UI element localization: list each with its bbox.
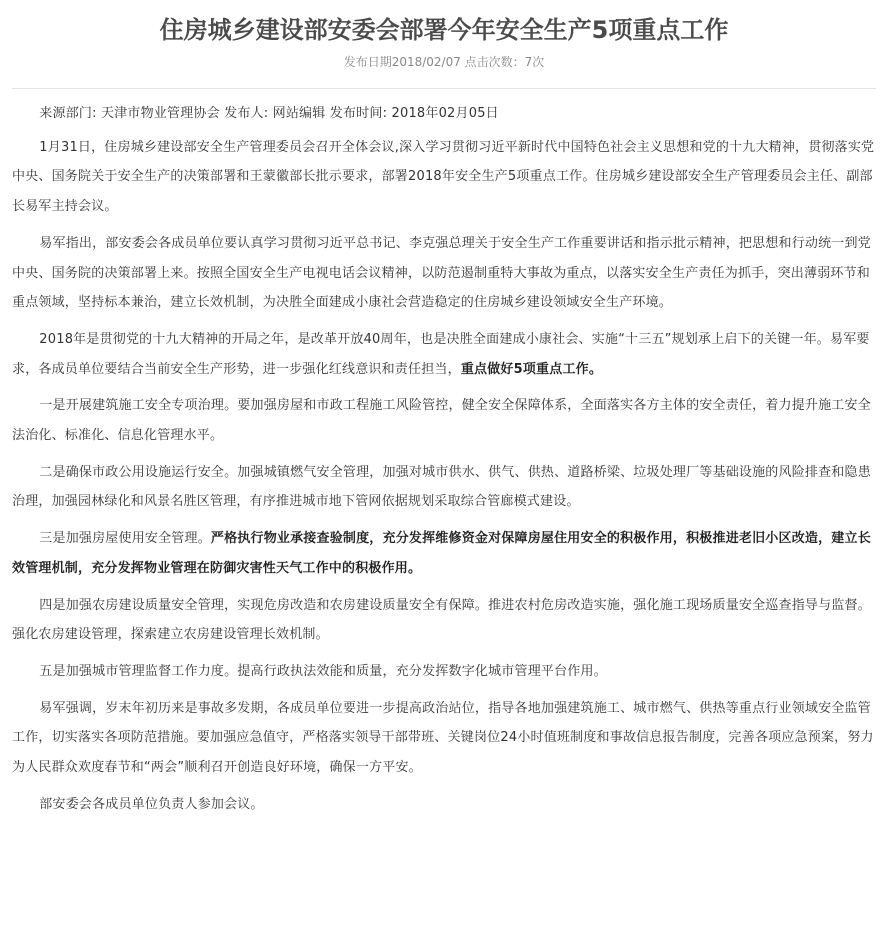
article-title: 住房城乡建设部安委会部署今年安全生产5项重点工作 xyxy=(159,16,729,44)
paragraph: 二是确保市政公用设施运行安全。加强城镇燃气安全管理，加强对城市供水、供气、供热、道路桥梁、垃圾处理厂等基础设施的风险排查和隐患治理，加强园林绿化和风景名胜区管理，有序推进城市地下管网依据规划采取综合管廊模式建设。 xyxy=(12,464,871,510)
paragraph: 1月31日，住房城乡建设部安全生产管理委员会召开全体会议,深入学习贯彻习近平新时代中国特色社会主义思想和党的十九大精神，贯彻落实党中央、国务院关于安全生产的决策部署和王蒙徽部长批示要求，部署2018年安全生产5项重点工作。住房城乡建设部安全生产管理委员会主任、副部长易军主持会议。 xyxy=(12,139,875,215)
paragraph-bold-text: 重点做好5项重点工作。 xyxy=(460,361,603,377)
paragraph: 易军强调，岁末年初历来是事故多发期，各成员单位要进一步提高政治站位，指导各地加强建筑施工、城市燃气、供热等重点行业领域安全监管工作，切实落实各项防范措施。要加强应急值守，严格落实领导干部带班、关键岗位24小时值班制度和事故信息报告制度，完善各项应急预案，努力为人民群众欢度春节和“两会”顺利召开创造良好环境，确保一方平安。 xyxy=(12,700,874,776)
paragraph-text: 三是加强房屋使用安全管理。 xyxy=(39,531,211,547)
article-meta: 发布日期2018/02/07 点击次数：7次 xyxy=(343,55,545,69)
paragraph: 部安委会各成员单位负责人参加会议。 xyxy=(39,796,264,812)
article xyxy=(12,0,876,819)
paragraph: 四是加强农房建设质量安全管理，实现危房改造和农房建设质量安全有保障。推进农村危房改造实施，强化施工现场质量安全巡查指导与监督。强化农房建设管理，探索建立农房建设管理长效机制。 xyxy=(12,597,871,643)
paragraph-text: 2018年是贯彻党的十九大精神的开局之年，是改革开放40周年，也是决胜全面建成小康社会、实施“十三五”规划承上启下的关键一年。易军要求，各成员单位要结合当前安全生产形势，进一步强化红线意识和责任担当， xyxy=(12,331,870,377)
source-line: 来源部门: 天津市物业管理协会 发布人: 网站编辑 发布时间: 2018年02月05日 xyxy=(39,106,499,121)
paragraph xyxy=(12,325,876,384)
article-body xyxy=(12,89,876,819)
paragraph xyxy=(12,524,876,583)
paragraph: 五是加强城市管理监督工作力度。提高行政执法效能和质量，充分发挥数字化城市管理平台作用。 xyxy=(39,663,607,679)
paragraph: 一是开展建筑施工安全专项治理。要加强房屋和市政工程施工风险管控，健全安全保障体系，全面落实各方主体的安全责任，着力提升施工安全法治化、标准化、信息化管理水平。 xyxy=(12,398,871,444)
paragraph: 易军指出，部安委会各成员单位要认真学习贯彻习近平总书记、李克强总理关于安全生产工作重要讲话和指示批示精神，把思想和行动统一到党中央、国务院的决策部署上来。按照全国安全生产电视电话会议精神，以防范遏制重特大事故为重点，以落实安全生产责任为抓手，突出薄弱环节和重点领域，坚持标本兼治，建立长效机制，为决胜全面建成小康社会营造稳定的住房城乡建设领域安全生产环境。 xyxy=(12,235,871,311)
paragraph-bold-text: 严格执行物业承接查验制度，充分发挥维修资金对保障房屋住用安全的积极作用，积极推进老旧小区改造，建立长效管理机制，充分发挥物业管理在防御灾害性天气工作中的积极作用。 xyxy=(12,531,871,576)
